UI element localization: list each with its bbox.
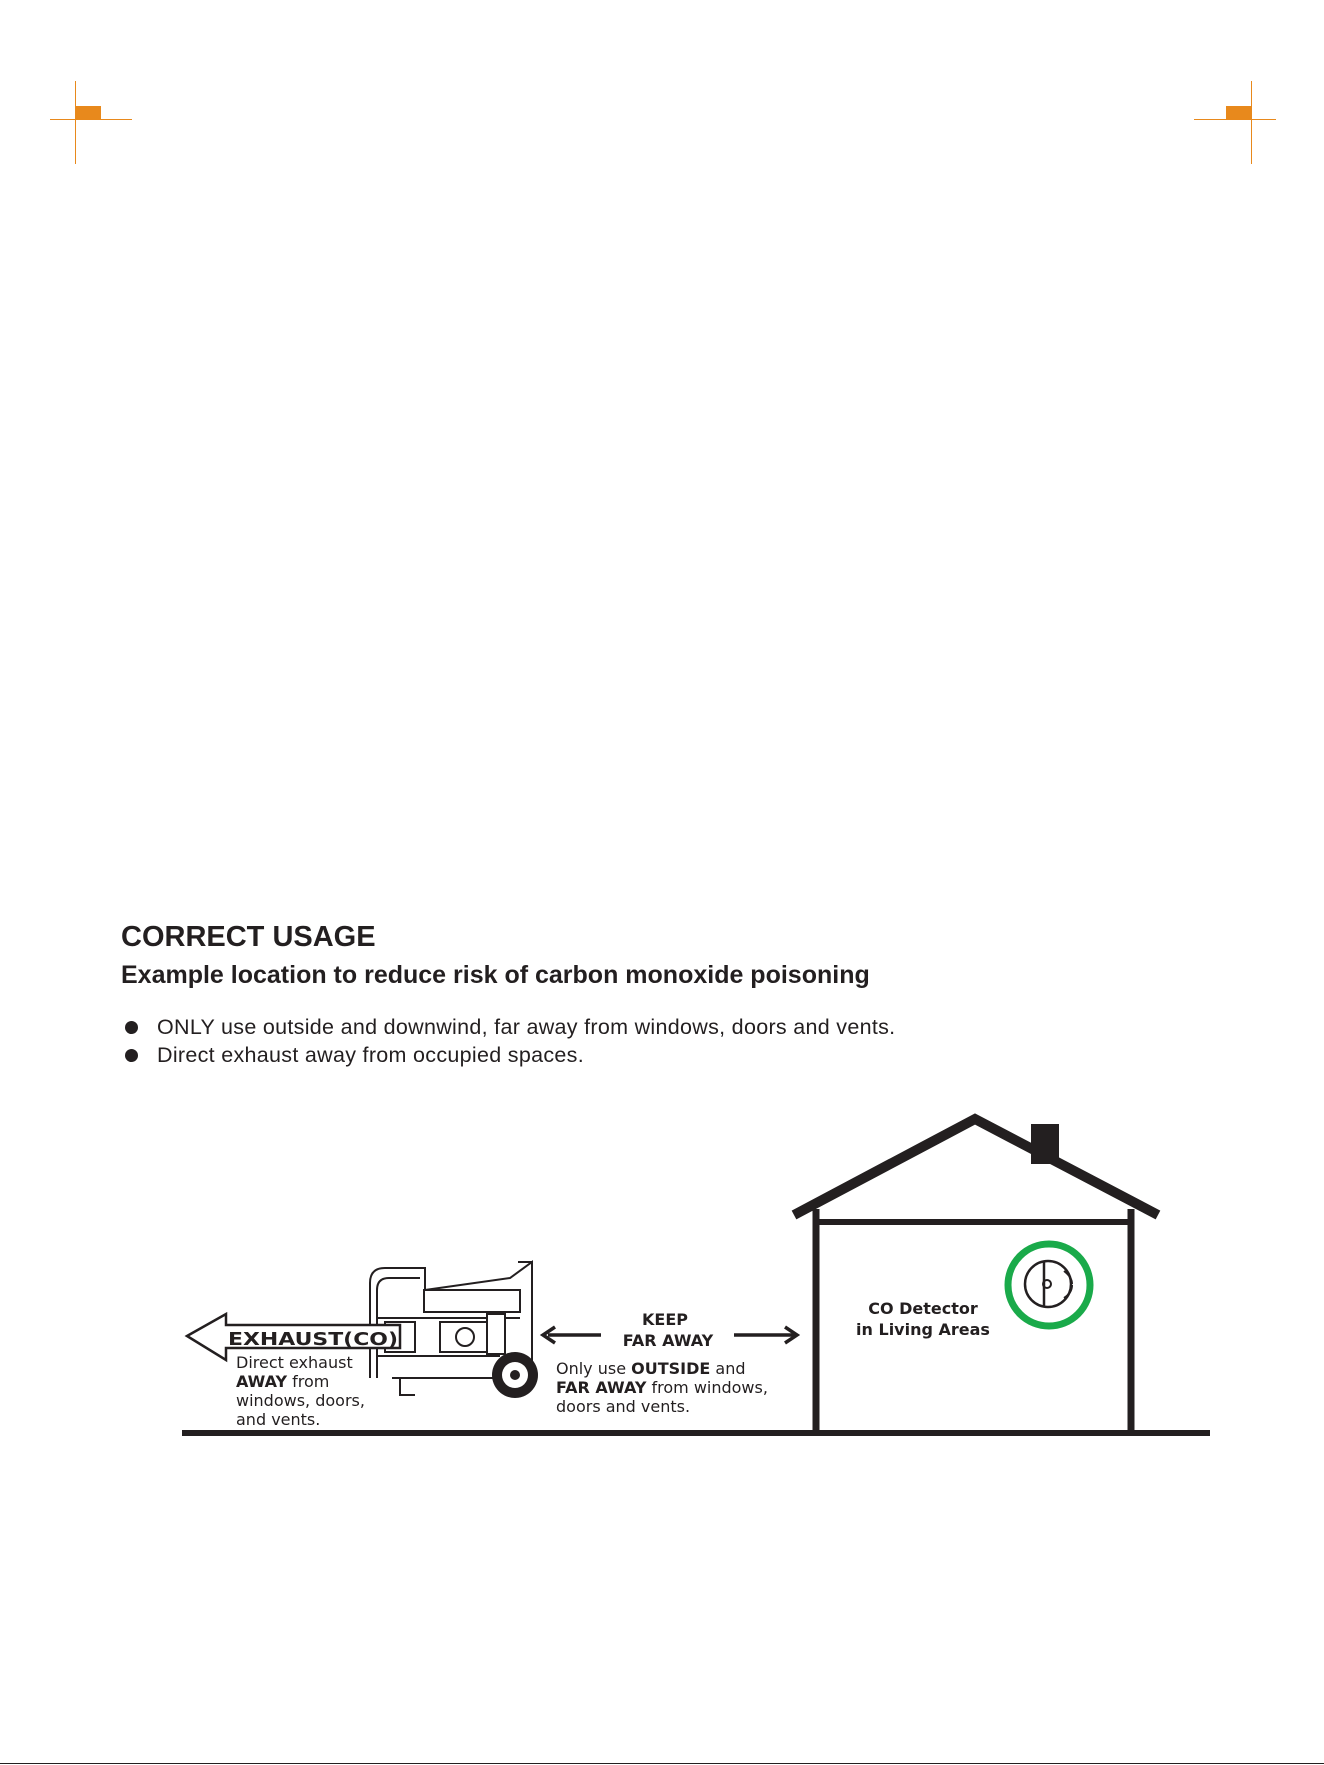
exhaust-label: EXHAUST(CO) — [228, 1329, 398, 1350]
page-bottom-rule — [0, 1763, 1324, 1764]
outside-note-line1: Only use OUTSIDE and — [556, 1359, 746, 1378]
keep-label-line1: KEEP — [642, 1310, 688, 1329]
outside-note-line3: doors and vents. — [556, 1397, 691, 1416]
exhaust-note-line4: and vents. — [236, 1410, 321, 1429]
section-title: CORRECT USAGE — [121, 921, 376, 953]
exhaust-note-line3: windows, doors, — [236, 1391, 365, 1410]
detector-label-line2: in Living Areas — [856, 1320, 990, 1339]
exhaust-note-line2: AWAY from — [236, 1372, 330, 1391]
chimney — [1031, 1124, 1059, 1164]
house-illustration — [794, 1119, 1158, 1432]
generator-wheel — [492, 1352, 538, 1398]
keep-label-line2: FAR AWAY — [622, 1331, 714, 1350]
bullet-text: ONLY use outside and downwind, far away from windows, doors and vents. — [157, 1015, 896, 1039]
section-subtitle: Example location to reduce risk of carbon monoxide poisoning — [121, 961, 870, 989]
co-detector-icon — [1008, 1244, 1090, 1326]
outside-note-line2: FAR AWAY from windows, — [556, 1378, 768, 1397]
detector-label-line1: CO Detector — [868, 1299, 978, 1318]
exhaust-note-line1: Direct exhaust — [236, 1353, 353, 1372]
bullet-text: Direct exhaust away from occupied spaces. — [157, 1043, 584, 1067]
